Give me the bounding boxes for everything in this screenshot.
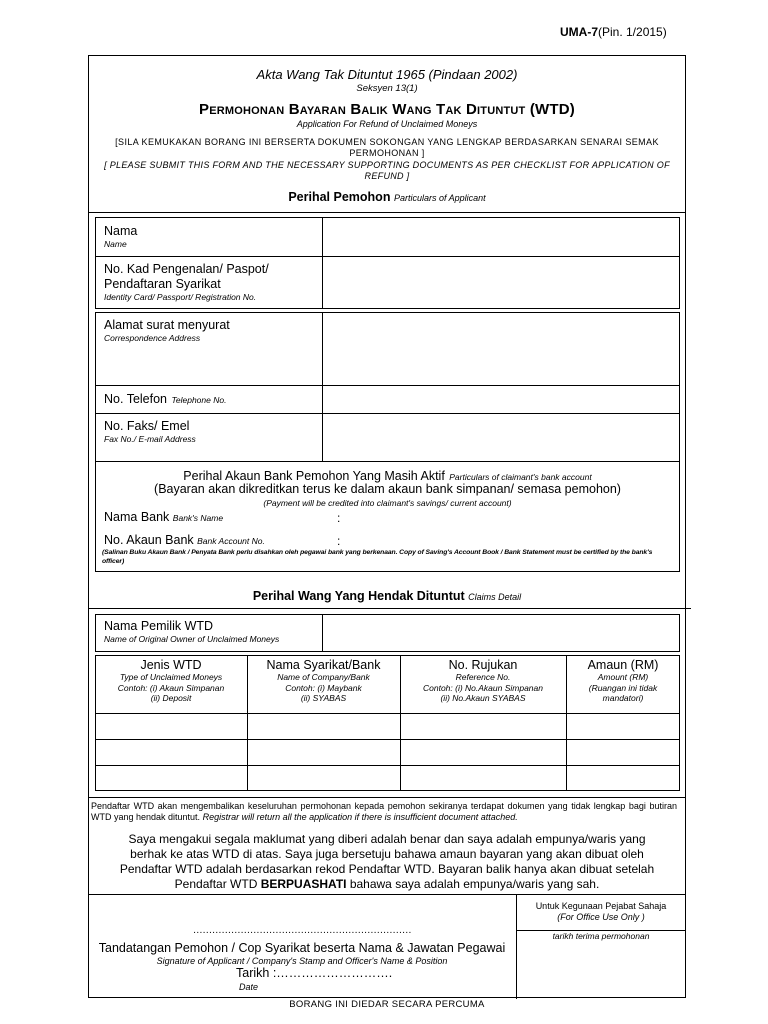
divider: [322, 217, 323, 309]
divider: [88, 608, 691, 609]
bank-subtitle: (Bayaran akan dikreditkan terus ke dalam akaun bank simpanan/ semasa pemohon): [154, 482, 621, 496]
bank-account-label: [104, 533, 265, 547]
name-label: [104, 224, 137, 249]
bank-title-ms: Perihal Akaun Bank Pemohon Yang Masih Aktif: [183, 469, 445, 483]
declaration-emphasis: BERPUASHATI: [260, 877, 347, 891]
bank-name-colon: :: [337, 511, 341, 525]
phone-label-en: Telephone No.: [171, 395, 227, 405]
return-notice-ms: Pendaftar WTD akan mengembalikan keseluruhan permohonan kepada pemohon sekiranya terdapat dokumen yang tidak lengkap bagi butiran WTD yang hendak dituntut.: [91, 801, 677, 822]
name-label-en: Name: [104, 239, 127, 249]
claim-cell-reference-1[interactable]: [401, 714, 565, 738]
name-field[interactable]: [326, 220, 676, 253]
office-received-date: tarikh terima permohonan: [552, 931, 650, 941]
signature-field[interactable]: [100, 915, 500, 937]
claim-section-title: [88, 589, 686, 603]
divider: [95, 256, 680, 257]
claim-cell-type-2[interactable]: [96, 740, 246, 764]
bank-certification-note: (Salinan Buku Akaun Bank / Penyata Bank perlu disahkan oleh pegawai bank yang berkenaan. Copy of Saving's Account Book / Bank Statement must be certified by the bank's officer): [102, 549, 653, 565]
claim-cell-amount-2[interactable]: [567, 740, 679, 764]
date-dots: ……………………….: [276, 966, 393, 980]
col-header-sub: Name of Company/Bank: [277, 672, 370, 682]
col-header-title: Amaun (RM): [587, 658, 659, 672]
divider: [88, 797, 686, 798]
divider: [95, 385, 680, 386]
divider: [88, 894, 686, 895]
col-header-title: Jenis WTD: [140, 658, 202, 672]
declaration-line-4: [100, 877, 674, 892]
id-field[interactable]: [326, 259, 676, 305]
date-label-text: Tarikh :: [236, 966, 277, 980]
return-notice-en: Registrar will return all the application if there is insufficient document attached.: [202, 812, 518, 822]
id-label-line1: No. Kad Pengenalan/ Paspot/: [104, 262, 269, 276]
declaration-line-2: berhak ke atas WTD di atas. Saya juga bersetuju bahawa amaun bayaran yang akan dibuat oleh: [130, 847, 644, 861]
col-header-sub: Reference No.: [455, 672, 511, 682]
bank-account-label-ms: No. Akaun Bank: [104, 533, 194, 547]
date-field[interactable]: [282, 966, 382, 982]
instruction-ms: [SILA KEMUKAKAN BORANG INI BERSERTA DOKUMEN SOKONGAN YANG LENGKAP BERDASARKAN SENARAI SEMAK PERMOHONAN ]: [115, 137, 659, 158]
bank-account-label-en: Bank Account No.: [197, 536, 265, 546]
form-title-en: Application For Refund of Unclaimed Moneys: [296, 119, 478, 129]
claim-cell-reference-2[interactable]: [401, 740, 565, 764]
signature-label-en: Signature of Applicant / Company's Stamp and Officer's Name & Position: [156, 956, 448, 966]
col-header-sub: Amount (RM): [597, 672, 649, 682]
owner-field[interactable]: [326, 617, 676, 649]
claim-section-title-en: Claims Detail: [468, 592, 522, 602]
col-header-example: Contoh: (i) Maybank: [285, 682, 362, 693]
claim-cell-type-3[interactable]: [96, 766, 246, 790]
claim-cell-company-3[interactable]: [248, 766, 399, 790]
office-use-field[interactable]: [520, 945, 680, 993]
claim-cell-type-1[interactable]: [96, 714, 246, 738]
divider: [322, 312, 323, 461]
id-label: [104, 262, 269, 302]
col-header-type: [95, 658, 247, 704]
claim-cell-company-1[interactable]: [248, 714, 399, 738]
bank-name-field[interactable]: [345, 508, 665, 526]
bank-name-label-ms: Nama Bank: [104, 510, 170, 524]
divider: [95, 413, 680, 414]
fax-label-en: Fax No./ E-mail Address: [104, 434, 196, 444]
act-section: Seksyen 13(1): [356, 83, 418, 94]
owner-label-ms: Nama Pemilik WTD: [104, 619, 214, 633]
bank-account-colon: :: [337, 534, 341, 548]
address-label-en: Correspondence Address: [104, 333, 201, 343]
footer-note: BORANG INI DIEDAR SECARA PERCUMA: [289, 999, 485, 1010]
id-label-line2: Pendaftaran Syarikat: [104, 277, 221, 291]
col-header-reference: [400, 658, 566, 704]
owner-label: [104, 619, 279, 644]
office-use-box: [516, 901, 686, 923]
claim-section-title-ms: Perihal Wang Yang Hendak Dituntut: [252, 589, 465, 603]
claim-cell-amount-3[interactable]: [567, 766, 679, 790]
declaration-line-4-post: bahawa saya adalah empunya/waris yang sah.: [346, 877, 600, 891]
col-header-example: Contoh: (i) Akaun Simpanan: [117, 682, 225, 693]
signature-line: ……………………………………………………………: [192, 925, 412, 936]
phone-field[interactable]: [326, 388, 676, 410]
bank-account-field[interactable]: [345, 531, 665, 549]
fax-label: [104, 419, 196, 444]
form-code-pin: (Pin. 1/2015): [598, 25, 667, 39]
id-label-en: Identity Card/ Passport/ Registration No.: [104, 292, 257, 302]
col-header-example: Contoh: (i) No.Akaun Simpanan: [422, 682, 543, 693]
return-notice: [91, 801, 677, 823]
claim-cell-amount-1[interactable]: [567, 714, 679, 738]
name-label-ms: Nama: [104, 224, 138, 238]
fax-field[interactable]: [326, 416, 676, 458]
address-field[interactable]: [326, 315, 676, 381]
office-use-title-en: (For Office Use Only ): [557, 912, 645, 922]
bank-name-label: [104, 510, 223, 524]
fax-label-ms: No. Faks/ Emel: [104, 419, 190, 433]
divider: [95, 461, 680, 462]
form-code: [560, 25, 667, 39]
col-header-title: No. Rujukan: [448, 658, 518, 672]
col-header-amount: [566, 658, 680, 704]
bank-title-en: Particulars of claimant's bank account: [449, 472, 592, 482]
phone-label: [104, 390, 226, 408]
address-label-ms: Alamat surat menyurat: [104, 318, 230, 332]
col-header-title: Nama Syarikat/Bank: [266, 658, 381, 672]
owner-label-en: Name of Original Owner of Unclaimed Moneys: [104, 634, 280, 644]
bank-name-label-en: Bank's Name: [172, 513, 224, 523]
declaration-line-4-pre: Pendaftar WTD: [174, 877, 261, 891]
col-header-example: (ii) SYABAS: [300, 693, 347, 703]
col-header-company: [247, 658, 400, 704]
instruction-en: [ PLEASE SUBMIT THIS FORM AND THE NECESSARY SUPPORTING DOCUMENTS AS PER CHECKLIST FOR APPLICATION OF REFUND ]: [104, 160, 670, 181]
col-header-sub: Type of Unclaimed Moneys: [119, 672, 223, 682]
signature-label: Tandatangan Pemohon / Cop Syarikat beserta Nama & Jawatan Pegawai: [98, 941, 506, 955]
applicant-section-title-en: Particulars of Applicant: [393, 193, 486, 203]
claim-cell-company-2[interactable]: [248, 740, 399, 764]
divider: [88, 212, 686, 213]
act-title: Akta Wang Tak Dituntut 1965 (Pindaan 2002): [256, 67, 518, 82]
col-header-example: mandatori): [602, 693, 644, 703]
phone-label-ms: No. Telefon: [104, 392, 168, 406]
divider: [322, 614, 323, 652]
office-use-title: Untuk Kegunaan Pejabat Sahaja: [535, 901, 667, 911]
form-code-number: UMA-7: [560, 25, 598, 39]
col-header-example: (Ruangan ini tidak: [588, 682, 658, 693]
form-title: Permohonan Bayaran Balik Wang Tak Dituntut (WTD): [199, 101, 575, 118]
applicant-section-title: [88, 190, 686, 204]
claim-cell-reference-3[interactable]: [401, 766, 565, 790]
col-header-example: (ii) No.Akaun SYABAS: [440, 693, 526, 703]
date-label-en: Date: [239, 982, 259, 992]
col-header-example: (ii) Deposit: [150, 693, 192, 703]
declaration-line-1: Saya mengakui segala maklumat yang diberi adalah benar dan saya adalah empunya/waris yang: [128, 832, 646, 846]
applicant-section-title-ms: Perihal Pemohon: [288, 190, 391, 204]
bank-subtitle-en: (Payment will be credited into claimant's savings/ current account): [263, 498, 512, 508]
declaration-line-3: Pendaftar WTD adalah berdasarkan rekod Pendaftar WTD. Bayaran balik hanya akan dibuat setelah: [119, 862, 655, 876]
address-label: [104, 318, 230, 343]
